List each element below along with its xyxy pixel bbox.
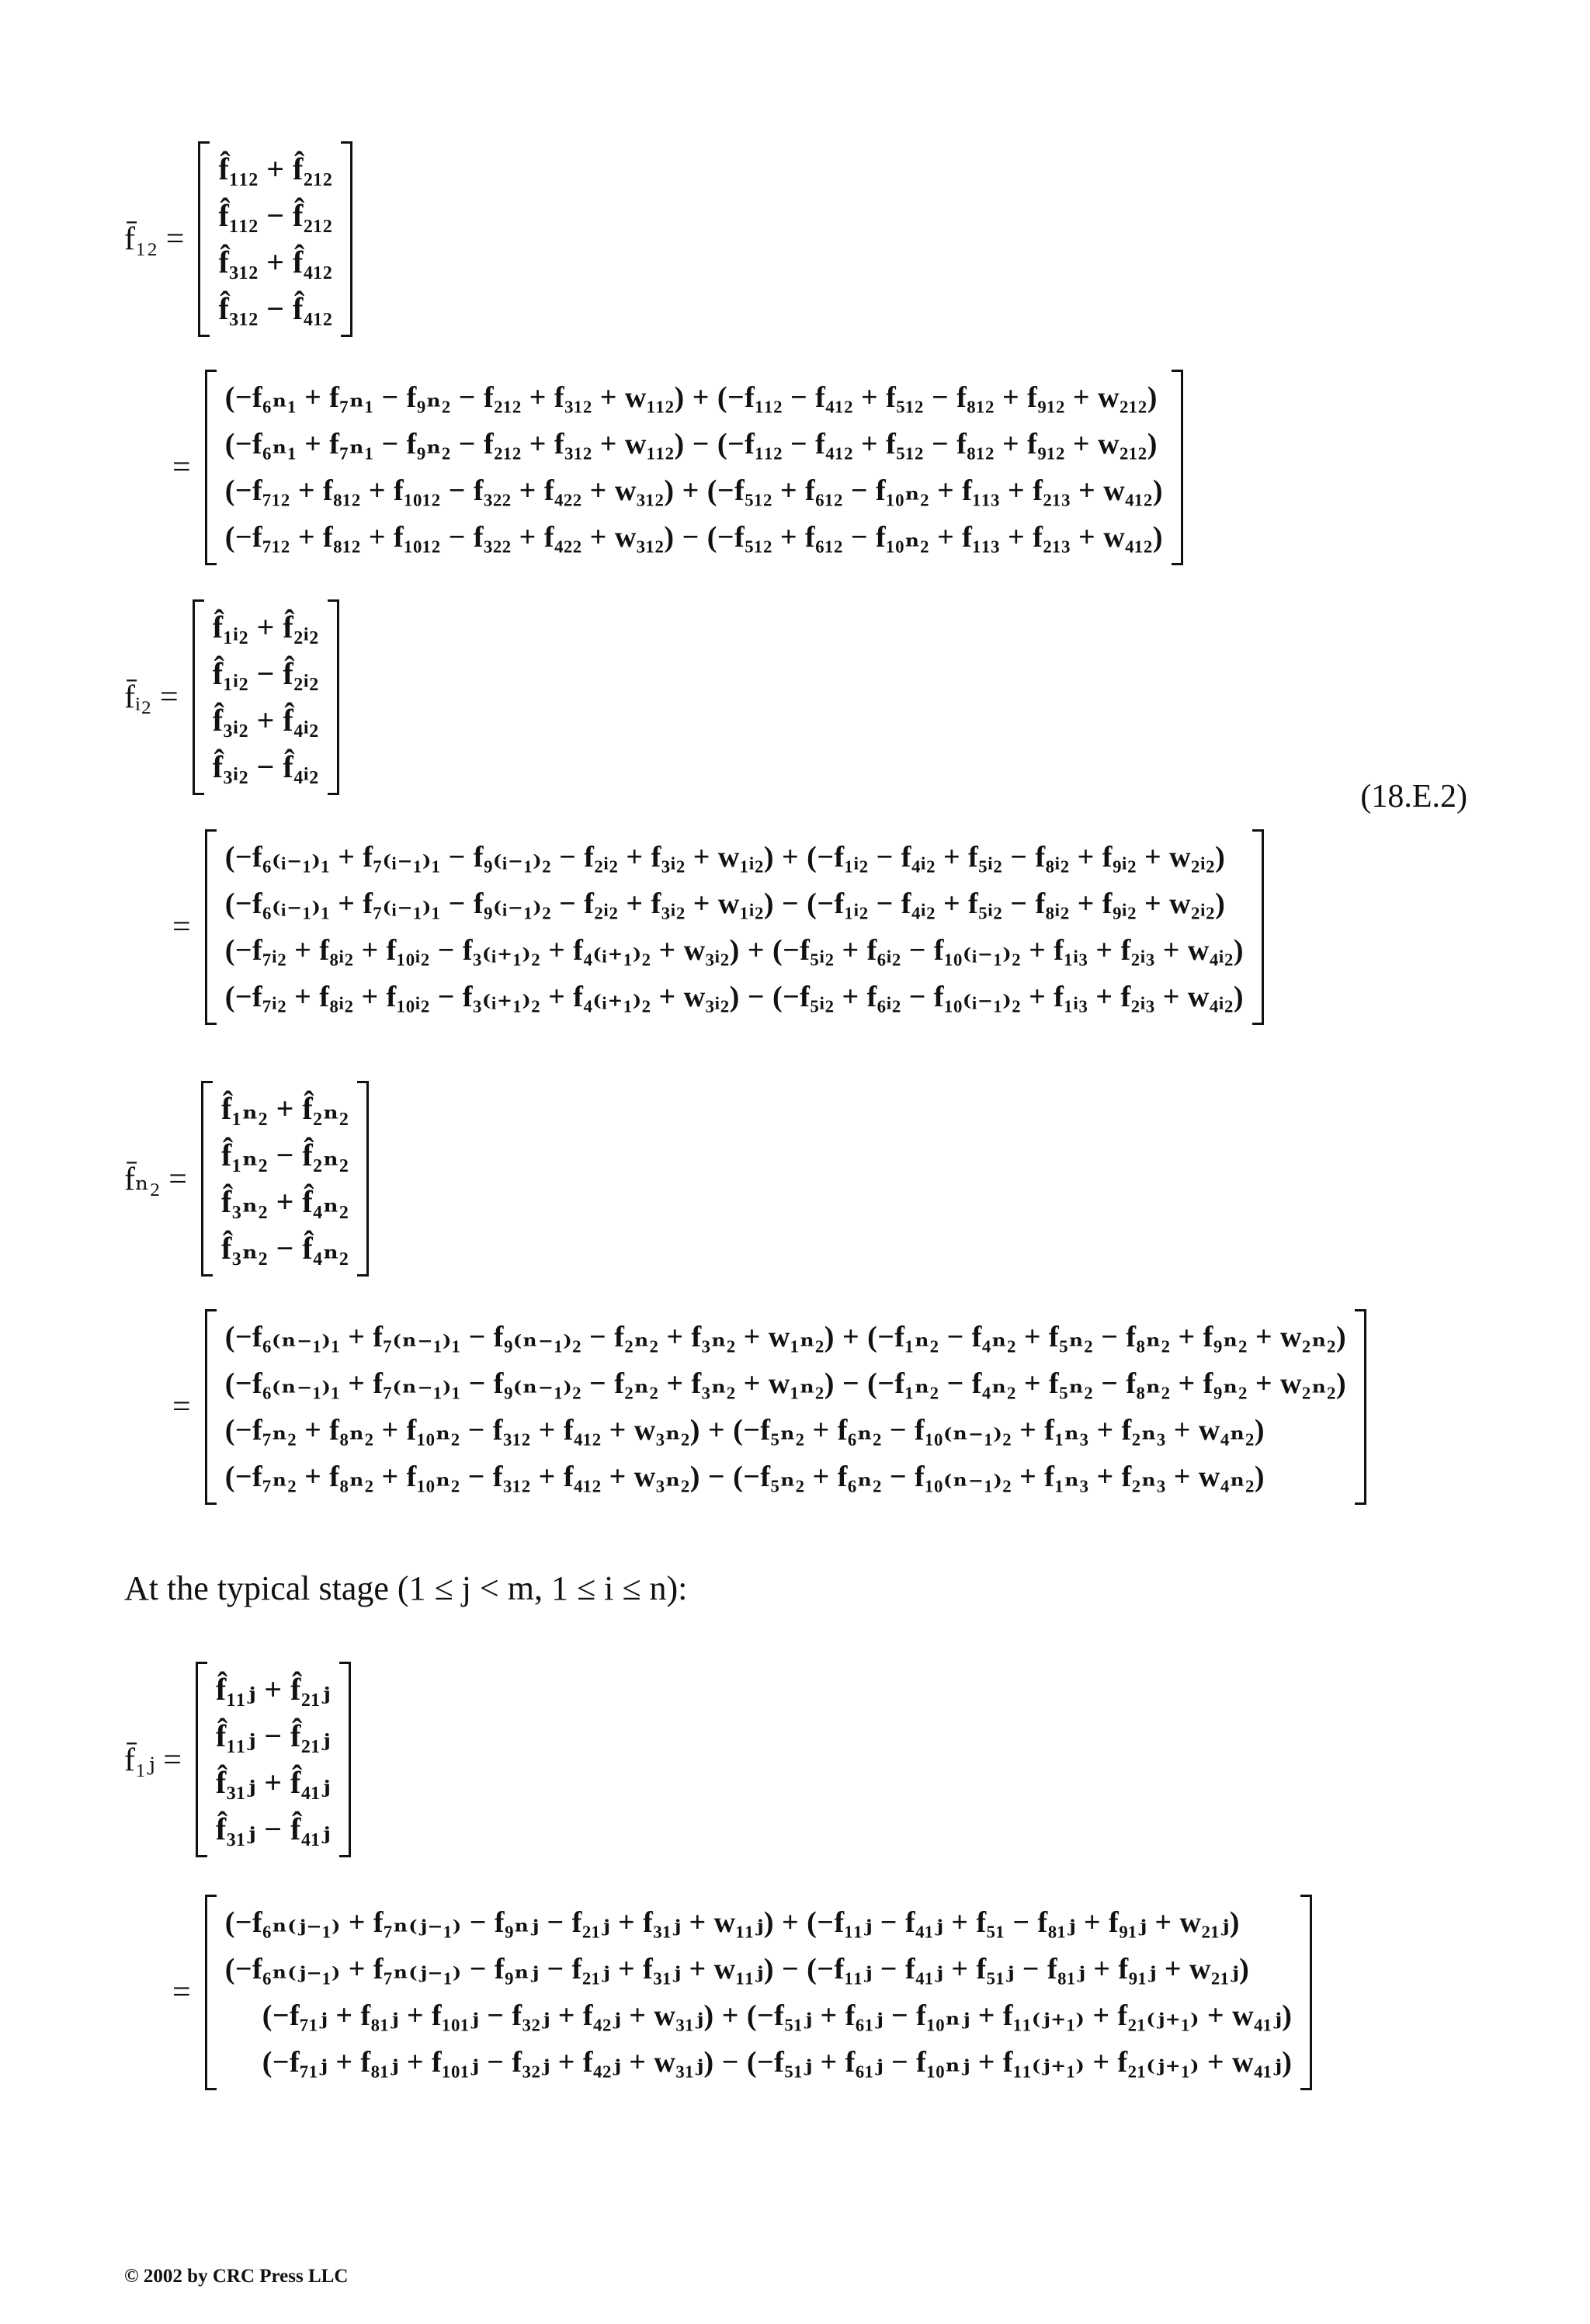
matrix-row: (−f₇ₙ₂ + f₈ₙ₂ + f₁₀ₙ₂ − f₃₁₂ + f₄₁₂ + w₃ₙ₂) + (−f₅ₙ₂ + f₆ₙ₂ − f₁₀₍ₙ₋₁₎₂ + f₁ₙ₃ + f₂ₙ₃ + w₄ₙ₂) [224, 1414, 1265, 1447]
matrix-row: (−f₆ₙ₍ⱼ₋₁₎ + f₇ₙ₍ⱼ₋₁₎ − f₉ₙⱼ − f₂₁ⱼ + f₃₁ⱼ + w₁₁ⱼ) + (−f₁₁ⱼ − f₄₁ⱼ + f₅₁ − f₈₁ⱼ + f₉₁ⱼ + w₂₁ⱼ) [224, 1906, 1240, 1939]
equation-f12-expansion [124, 370, 1183, 565]
equation-fi2-definition [124, 599, 339, 795]
matrix-row: (−f₇₁₂ + f₈₁₂ + f₁₀₁₂ − f₃₂₂ + f₄₂₂ + w₃₁₂) − (−f₅₁₂ + f₆₁₂ − f₁₀ₙ₂ + f₁₁₃ + f₂₁₃ + w₄₁₂) [224, 521, 1163, 554]
equation-fn2-definition [124, 1081, 369, 1277]
matrix-row: f̂₃ᵢ₂ − f̂₄ᵢ₂ [212, 749, 319, 784]
matrix-f12-hat [198, 141, 352, 337]
matrix-row: f̂₁₁₂ − f̂₂₁₂ [218, 198, 333, 233]
equation-fn2-expansion [124, 1309, 1366, 1505]
lhs-f12: f̄₁₂ = [124, 221, 185, 257]
matrix-row: (−f₇₁₂ + f₈₁₂ + f₁₀₁₂ − f₃₂₂ + f₄₂₂ + w₃₁₂) + (−f₅₁₂ + f₆₁₂ − f₁₀ₙ₂ + f₁₁₃ + f₂₁₃ + w₄₁₂) [224, 474, 1163, 507]
matrix-row: (−f₆₍ₙ₋₁₎₁ + f₇₍ₙ₋₁₎₁ − f₉₍ₙ₋₁₎₂ − f₂ₙ₂ + f₃ₙ₂ + w₁ₙ₂) + (−f₁ₙ₂ − f₄ₙ₂ + f₅ₙ₂ − f₈ₙ₂ + f₉ₙ₂ + w₂ₙ₂) [224, 1321, 1347, 1353]
equation-number: (18.E.2) [1360, 779, 1467, 815]
matrix-row: f̂₃₁₂ + f̂₄₁₂ [218, 245, 333, 280]
matrix-row: f̂₁ᵢ₂ − f̂₂ᵢ₂ [212, 656, 319, 691]
matrix-fn2-hat [201, 1081, 369, 1277]
matrix-row: (−f₆ₙ₁ + f₇ₙ₁ − f₉ₙ₂ − f₂₁₂ + f₃₁₂ + w₁₁₂) − (−f₁₁₂ − f₄₁₂ + f₅₁₂ − f₈₁₂ + f₉₁₂ + w₂₁₂) [224, 428, 1158, 460]
matrix-row: f̂₃₁ⱼ − f̂₄₁ⱼ [215, 1812, 331, 1846]
body-paragraph: At the typical stage (1 ≤ j < m, 1 ≤ i ≤ n): [124, 1569, 688, 1607]
matrix-row: f̂₁ₙ₂ − f̂₂ₙ₂ [221, 1138, 349, 1172]
matrix-fi2-expanded [205, 829, 1264, 1025]
matrix-row: (−f₇ₙ₂ + f₈ₙ₂ + f₁₀ₙ₂ − f₃₁₂ + f₄₁₂ + w₃ₙ₂) − (−f₅ₙ₂ + f₆ₙ₂ − f₁₀₍ₙ₋₁₎₂ + f₁ₙ₃ + f₂ₙ₃ + w₄ₙ₂) [224, 1461, 1265, 1493]
lhs-f1j: f̄₁ⱼ = [124, 1742, 182, 1778]
equals-sign: = [172, 450, 191, 485]
copyright-footer: © 2002 by CRC Press LLC [124, 2266, 349, 2287]
equation-f1j-expansion [124, 1895, 1312, 2090]
matrix-fi2-hat [193, 599, 339, 795]
matrix-row: (−f₆ₙ₍ⱼ₋₁₎ + f₇ₙ₍ⱼ₋₁₎ − f₉ₙⱼ − f₂₁ⱼ + f₃₁ⱼ + w₁₁ⱼ) − (−f₁₁ⱼ − f₄₁ⱼ + f₅₁ⱼ − f₈₁ⱼ + f₉₁ⱼ + w₂₁ⱼ) [224, 1953, 1250, 1985]
matrix-row: f̂₃₁₂ − f̂₄₁₂ [218, 291, 333, 326]
equation-f1j-definition [124, 1662, 351, 1857]
matrix-row: f̂₃ₙ₂ − f̂₄ₙ₂ [221, 1231, 349, 1266]
matrix-row: f̂₃₁ⱼ + f̂₄₁ⱼ [215, 1765, 331, 1800]
matrix-row: (−f₇ᵢ₂ + f₈ᵢ₂ + f₁₀ᵢ₂ − f₃₍ᵢ₊₁₎₂ + f₄₍ᵢ₊₁₎₂ + w₃ᵢ₂) − (−f₅ᵢ₂ + f₆ᵢ₂ − f₁₀₍ᵢ₋₁₎₂ + f₁ᵢ₃ + f₂ᵢ₃ + w₄ᵢ₂) [224, 981, 1245, 1013]
matrix-row: f̂₃ₙ₂ + f̂₄ₙ₂ [221, 1184, 349, 1219]
matrix-row: (−f₇₁ⱼ + f₈₁ⱼ + f₁₀₁ⱼ − f₃₂ⱼ + f₄₂ⱼ + w₃₁ⱼ) + (−f₅₁ⱼ + f₆₁ⱼ − f₁₀ₙⱼ + f₁₁₍ⱼ₊₁₎ + f₂₁₍ⱼ₊₁₎ + w₄₁ⱼ) [262, 1999, 1293, 2032]
equals-sign: = [172, 1975, 191, 2010]
matrix-f1j-hat [196, 1662, 351, 1857]
matrix-row: f̂₃ᵢ₂ + f̂₄ᵢ₂ [212, 703, 319, 738]
matrix-row: (−f₆₍ₙ₋₁₎₁ + f₇₍ₙ₋₁₎₁ − f₉₍ₙ₋₁₎₂ − f₂ₙ₂ + f₃ₙ₂ + w₁ₙ₂) − (−f₁ₙ₂ − f₄ₙ₂ + f₅ₙ₂ − f₈ₙ₂ + f₉ₙ₂ + w₂ₙ₂) [224, 1367, 1347, 1400]
matrix-row: f̂₁ₙ₂ + f̂₂ₙ₂ [221, 1091, 349, 1126]
matrix-row: (−f₆₍ᵢ₋₁₎₁ + f₇₍ᵢ₋₁₎₁ − f₉₍ᵢ₋₁₎₂ − f₂ᵢ₂ + f₃ᵢ₂ + w₁ᵢ₂) + (−f₁ᵢ₂ − f₄ᵢ₂ + f₅ᵢ₂ − f₈ᵢ₂ + f₉ᵢ₂ + w₂ᵢ₂) [224, 841, 1226, 874]
equation-fi2-expansion [124, 829, 1264, 1025]
lhs-fi2: f̄ᵢ₂ = [124, 679, 179, 715]
matrix-fn2-expanded [205, 1309, 1366, 1505]
lhs-fn2: f̄ₙ₂ = [124, 1162, 187, 1197]
matrix-row: f̂₁₁ⱼ + f̂₂₁ⱼ [215, 1672, 331, 1707]
matrix-row: (−f₇₁ⱼ + f₈₁ⱼ + f₁₀₁ⱼ − f₃₂ⱼ + f₄₂ⱼ + w₃₁ⱼ) − (−f₅₁ⱼ + f₆₁ⱼ − f₁₀ₙⱼ + f₁₁₍ⱼ₊₁₎ + f₂₁₍ⱼ₊₁₎ + w₄₁ⱼ) [262, 2046, 1293, 2079]
equals-sign: = [172, 909, 191, 945]
matrix-f1j-expanded [205, 1895, 1313, 2090]
equation-f12-definition [124, 141, 352, 337]
matrix-row: (−f₆ₙ₁ + f₇ₙ₁ − f₉ₙ₂ − f₂₁₂ + f₃₁₂ + w₁₁₂) + (−f₁₁₂ − f₄₁₂ + f₅₁₂ − f₈₁₂ + f₉₁₂ + w₂₁₂) [224, 381, 1158, 414]
matrix-row: f̂₁₁ⱼ − f̂₂₁ⱼ [215, 1718, 331, 1753]
matrix-row: f̂₁ᵢ₂ + f̂₂ᵢ₂ [212, 610, 319, 644]
matrix-row: (−f₇ᵢ₂ + f₈ᵢ₂ + f₁₀ᵢ₂ − f₃₍ᵢ₊₁₎₂ + f₄₍ᵢ₊₁₎₂ + w₃ᵢ₂) + (−f₅ᵢ₂ + f₆ᵢ₂ − f₁₀₍ᵢ₋₁₎₂ + f₁ᵢ₃ + f₂ᵢ₃ + w₄ᵢ₂) [224, 934, 1245, 967]
matrix-row: (−f₆₍ᵢ₋₁₎₁ + f₇₍ᵢ₋₁₎₁ − f₉₍ᵢ₋₁₎₂ − f₂ᵢ₂ + f₃ᵢ₂ + w₁ᵢ₂) − (−f₁ᵢ₂ − f₄ᵢ₂ + f₅ᵢ₂ − f₈ᵢ₂ + f₉ᵢ₂ + w₂ᵢ₂) [224, 888, 1226, 920]
matrix-f12-expanded [205, 370, 1183, 565]
matrix-row: f̂₁₁₂ + f̂₂₁₂ [218, 151, 333, 186]
equals-sign: = [172, 1389, 191, 1425]
